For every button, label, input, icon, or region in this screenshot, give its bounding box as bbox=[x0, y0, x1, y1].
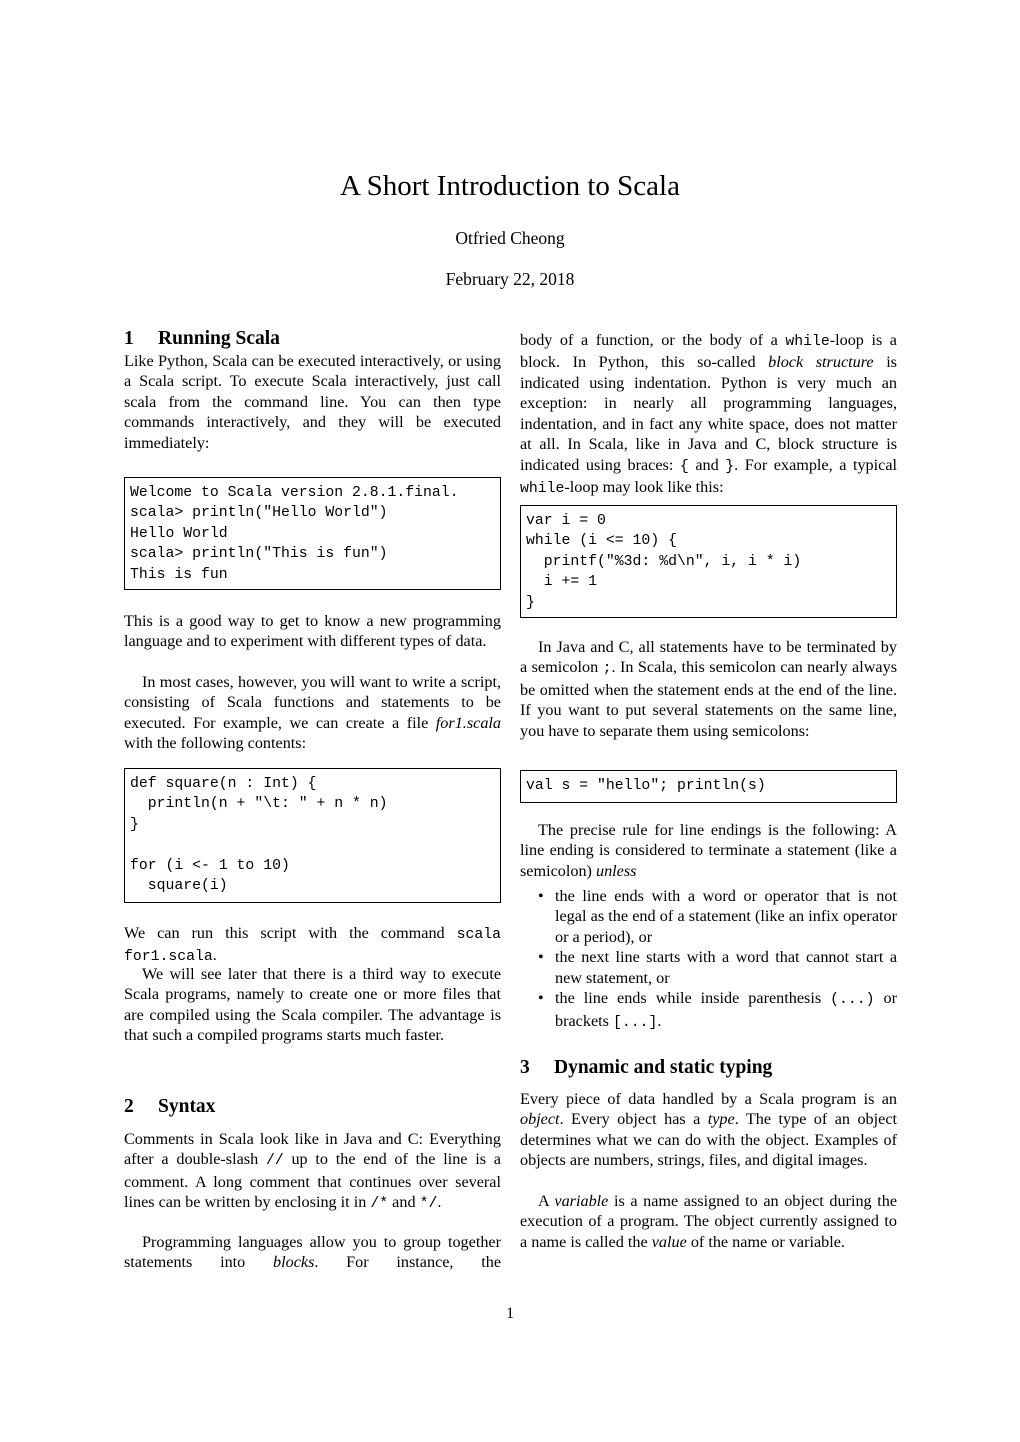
section-2-heading bbox=[124, 1095, 501, 1119]
section-number: 3 bbox=[520, 1057, 530, 1078]
section-title: Running Scala bbox=[158, 328, 280, 349]
document-title: A Short Introduction to Scala bbox=[340, 170, 680, 202]
text: -loop may look like this: bbox=[564, 478, 724, 497]
text: up to the end of the line is a comment. A long comment that continues over several lines can be written by enclosing it in bbox=[124, 1150, 501, 1212]
text: Comments in Scala look like in Java and C: Everything after a double-slash bbox=[124, 1130, 501, 1169]
section-1-heading bbox=[124, 327, 501, 351]
inline-code: while bbox=[785, 334, 830, 350]
text: is indicated using indentation. Python is very much an exception: in nearly all programming languages, indentation, and in fact any white space, does not matter at all. In Scala, like in Java and C, block structure is indicated using braces: bbox=[520, 353, 897, 474]
emphasis: variable bbox=[554, 1192, 609, 1210]
code-block-semicolons bbox=[520, 770, 897, 803]
text: A bbox=[538, 1192, 555, 1210]
emphasis: blocks bbox=[273, 1253, 315, 1272]
text: body of a function, or the body of a bbox=[520, 331, 786, 349]
text: and bbox=[388, 1193, 420, 1212]
list-item bbox=[520, 947, 897, 988]
code-line: println(n + "\t: " + n * n) bbox=[130, 796, 388, 813]
page-number: 1 bbox=[505, 1304, 515, 1322]
text: of the name or variable. bbox=[686, 1232, 845, 1251]
code-block-script bbox=[124, 768, 501, 903]
text: or brackets bbox=[555, 989, 898, 1030]
paragraph bbox=[124, 923, 501, 968]
inline-code: while bbox=[520, 481, 565, 498]
paragraph bbox=[124, 672, 501, 754]
emphasis: value bbox=[651, 1232, 687, 1251]
emphasis: block structure bbox=[768, 353, 874, 372]
text: and bbox=[688, 455, 726, 474]
paragraph bbox=[124, 1129, 501, 1215]
emphasis: object bbox=[520, 1110, 560, 1129]
text: the line ends while inside parenthesis bbox=[555, 989, 831, 1008]
code-line: val s = "hello"; println(s) bbox=[526, 778, 766, 794]
text: with the following contents: bbox=[124, 734, 307, 753]
text: In most cases, however, you will want to write a script, consisting of Scala functions and statements to be executed. For example, we can create a file bbox=[124, 673, 501, 732]
emphasis: unless bbox=[595, 861, 637, 880]
inline-code: scala for1.scala bbox=[124, 927, 501, 966]
code-line: for (i <- 1 to 10) bbox=[130, 857, 290, 874]
paragraph bbox=[124, 1232, 501, 1273]
text: . For example, a typical bbox=[734, 455, 897, 474]
code-line: i += 1 bbox=[526, 574, 598, 591]
inline-code: /* bbox=[370, 1196, 389, 1213]
text: . Every object has a bbox=[559, 1110, 708, 1129]
emphasis: type bbox=[707, 1110, 735, 1129]
text: . bbox=[437, 1193, 442, 1212]
section-number: 1 bbox=[124, 328, 134, 349]
inline-code: */ bbox=[419, 1196, 438, 1213]
author: Otfried Cheong bbox=[455, 228, 565, 248]
code-line: This is fun bbox=[130, 566, 228, 583]
list-item bbox=[520, 886, 897, 947]
text: Every piece of data handled by a Scala program is an bbox=[520, 1090, 897, 1108]
code-line: } bbox=[130, 816, 139, 833]
code-line: var i = 0 bbox=[526, 513, 606, 529]
paragraph bbox=[520, 1191, 897, 1252]
line-ending-rules-list bbox=[520, 886, 897, 1033]
section-title: Syntax bbox=[158, 1096, 216, 1117]
date: February 22, 2018 bbox=[445, 269, 575, 289]
paragraph bbox=[520, 820, 897, 881]
text: -loop is a block. In Python, this so-called bbox=[520, 331, 897, 372]
code-line: square(i) bbox=[130, 878, 228, 895]
inline-code: ; bbox=[602, 661, 612, 678]
text: the next line starts with a word that cannot start a new statement, or bbox=[555, 948, 897, 987]
code-line: def square(n : Int) { bbox=[130, 776, 317, 792]
section-3-heading bbox=[520, 1056, 897, 1080]
text: . bbox=[212, 946, 217, 965]
paragraph: We will see later that there is a third way to execute Scala programs, namely to create one or more files that are compiled using the Scala compiler. The advantage is that such a compiled programs starts much faster. bbox=[124, 965, 501, 1045]
code-line bbox=[130, 835, 495, 855]
bullet-icon: • bbox=[538, 948, 544, 967]
emphasis: for1.scala bbox=[435, 713, 501, 732]
code-line: } bbox=[526, 594, 535, 611]
paragraph: Like Python, Scala can be executed interactively, or using a Scala script. To execute Scala interactively, just call scala from the command line. You can then type commands interactively, and they will be executed immediately: bbox=[124, 352, 501, 452]
paragraph bbox=[520, 637, 897, 741]
text: We can run this script with the command bbox=[124, 924, 457, 942]
code-line: Hello World bbox=[130, 525, 228, 542]
code-line: printf("%3d: %d\n", i, i * i) bbox=[526, 553, 802, 570]
text: In Java and C, all statements have to be terminated by a semicolon bbox=[520, 638, 897, 677]
inline-code: } bbox=[725, 458, 735, 475]
text: the line ends with a word or operator that is not legal as the end of a statement (like an infix operator or a period), or bbox=[555, 887, 897, 946]
code-block-repl bbox=[124, 477, 501, 590]
code-line: scala> println("This is fun") bbox=[130, 546, 388, 563]
paragraph bbox=[520, 330, 897, 500]
text: is a name assigned to an object during the execution of a program. The object currently assigned to a name is called the bbox=[520, 1192, 898, 1251]
inline-code: [...] bbox=[612, 1014, 658, 1031]
bullet-icon: • bbox=[538, 887, 544, 905]
paragraph bbox=[520, 1089, 897, 1171]
inline-code: { bbox=[679, 458, 689, 475]
code-block-while-loop bbox=[520, 505, 897, 618]
text: . The type of an object determines what we can do with the object. Examples of objects are numbers, strings, files, and digital images. bbox=[520, 1110, 897, 1170]
inline-code: // bbox=[265, 1153, 284, 1170]
code-line: scala> println("Hello World") bbox=[130, 505, 388, 522]
code-line: while (i <= 10) { bbox=[526, 533, 677, 550]
text: . In Scala, this semicolon can nearly always be omitted when the statement ends at the end of the line. If you want to put several statements on the same line, you have to separate them using semicolons: bbox=[520, 658, 897, 740]
text: Programming languages allow you to group together statements into bbox=[124, 1233, 501, 1272]
bullet-icon: • bbox=[538, 989, 544, 1008]
text: . bbox=[657, 1011, 662, 1030]
code-line: Welcome to Scala version 2.8.1.final. bbox=[130, 485, 459, 501]
inline-code: (...) bbox=[830, 992, 875, 1009]
text: . For instance, the bbox=[314, 1253, 501, 1272]
paragraph: This is a good way to get to know a new programming language and to experiment with different types of data. bbox=[124, 612, 501, 651]
list-item bbox=[520, 988, 897, 1033]
text: The precise rule for line endings is the following: A line ending is considered to terminate a statement (like a semicolon) bbox=[520, 821, 897, 880]
section-number: 2 bbox=[124, 1096, 134, 1117]
section-title: Dynamic and static typing bbox=[554, 1057, 773, 1078]
